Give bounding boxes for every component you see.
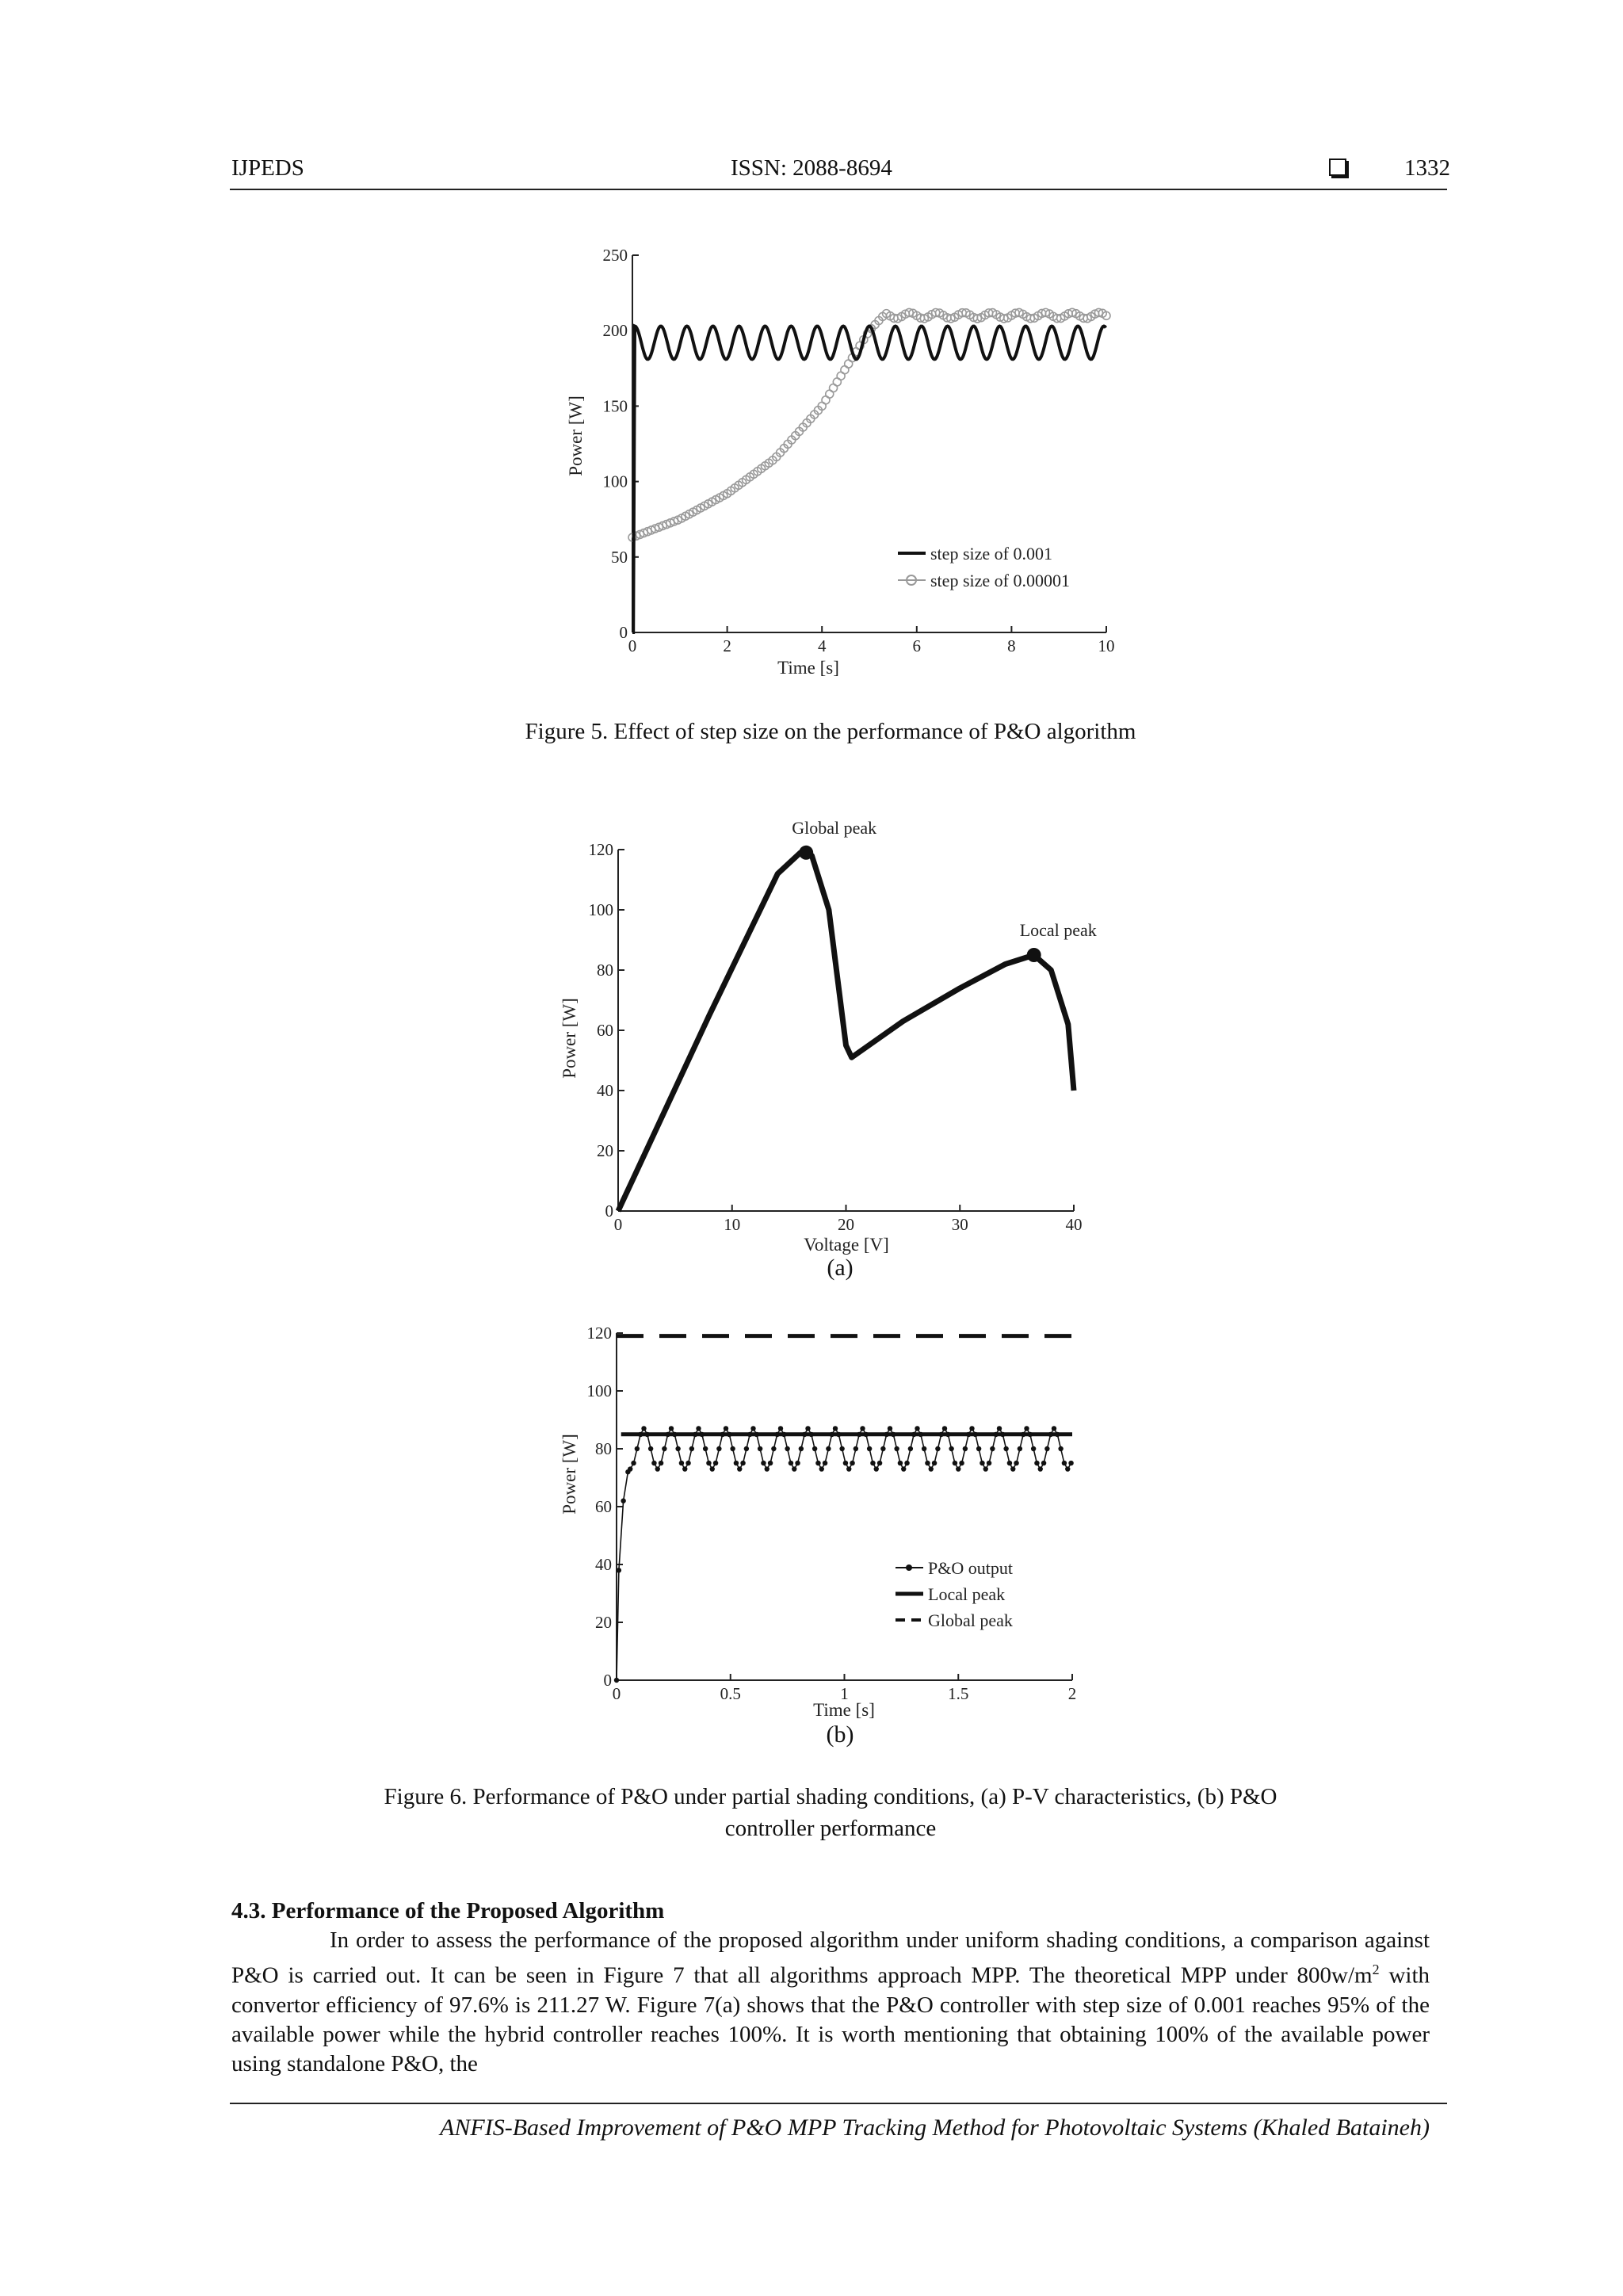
fig6b-po-dot <box>799 1446 804 1451</box>
fig6b-po-dot <box>700 1432 705 1437</box>
fig6b-xlabel: Time [s] <box>813 1700 875 1720</box>
fig6b-po-dot <box>983 1466 988 1471</box>
fig6b-po-dot <box>1068 1461 1073 1465</box>
fig5-axes <box>603 246 1115 655</box>
fig6b-po-dot <box>850 1461 854 1465</box>
fig6b-po-dot <box>870 1461 875 1465</box>
fig6b-po-dot <box>1052 1426 1056 1431</box>
fig5-ylabel: Power [W] <box>566 395 586 476</box>
fig6b-po-dot <box>631 1461 636 1465</box>
fig6b-po-dot <box>628 1466 632 1471</box>
fig6b-po-dot <box>1021 1432 1025 1437</box>
fig6b-po-dot <box>891 1432 896 1437</box>
fig6b-po-dot <box>942 1426 947 1431</box>
fig6b-po-dot <box>819 1466 824 1471</box>
fig6b-po-dot <box>833 1426 838 1431</box>
fig6b-po-dot <box>734 1461 739 1465</box>
fig5-xtick-label: 2 <box>723 636 731 655</box>
fig6b-po-dot <box>894 1446 899 1451</box>
fig6b-po-dot <box>737 1466 742 1471</box>
figure-6b-label: (b) <box>826 1721 854 1748</box>
fig6b-po-dot <box>693 1432 697 1437</box>
fig6b-ylabel: Power [W] <box>559 1434 579 1515</box>
fig6b-po-dot <box>836 1432 841 1437</box>
fig6b-po-dot <box>638 1432 643 1437</box>
fig6b-po-dot <box>925 1461 930 1465</box>
figure-6a-label: (a) <box>827 1255 854 1281</box>
fig6b-po-dot <box>672 1432 677 1437</box>
fig6b-po-dot <box>1062 1461 1067 1465</box>
fig6b-legend-po: P&O output <box>928 1558 1013 1578</box>
footer-running-title: ANFIS-Based Improvement of P&O MPP Tracking Method for Photovoltaic Systems (Khaled Bataineh) <box>440 2115 1430 2141</box>
fig6b-po-dot <box>706 1461 711 1465</box>
fig6b-po-dot <box>754 1432 759 1437</box>
fig6b-po-dot <box>1018 1446 1022 1451</box>
fig6b-po-dot <box>689 1446 694 1451</box>
fig6b-po-dot <box>812 1446 817 1451</box>
fig6b-po-line <box>617 1428 1071 1680</box>
fig6b-ytick-label: 0 <box>603 1671 612 1690</box>
fig6b-po-dot <box>908 1446 913 1451</box>
fig6b-po-dot <box>880 1446 885 1451</box>
fig6b-po-dot <box>665 1432 670 1437</box>
fig6b-po-dot <box>854 1446 858 1451</box>
fig6b-po-dot <box>1000 1432 1005 1437</box>
fig6b-po-dot <box>901 1466 906 1471</box>
fig6b-po-dot <box>809 1432 814 1437</box>
fig6b-po-dot <box>932 1461 937 1465</box>
fig6b-po-dot <box>993 1432 998 1437</box>
fig5-series-step-00001 <box>628 308 1110 541</box>
fig6b-po-dot <box>959 1461 964 1465</box>
fig6b-po-dot <box>703 1446 708 1451</box>
fig6b-po-dot <box>1010 1466 1015 1471</box>
local-peak-label: Local peak <box>1019 920 1097 940</box>
fig6b-xtick-label: 0 <box>612 1684 621 1703</box>
fig6b-po-dot <box>898 1461 903 1465</box>
fig6b-legend <box>896 1558 1013 1630</box>
fig6b-po-dot <box>922 1446 926 1451</box>
fig6b-po-dot <box>727 1432 731 1437</box>
fig6b-po-dot <box>710 1466 715 1471</box>
fig5-ytick-label: 200 <box>602 321 628 341</box>
fig6a-ytick-label: 80 <box>597 961 613 980</box>
fig6b-po-dot <box>966 1432 971 1437</box>
fig6b-po-dot <box>843 1461 848 1465</box>
section-heading: 4.3. Performance of the Proposed Algorithm <box>231 1898 665 1924</box>
fig5-ytick-label: 150 <box>602 396 628 416</box>
fig6a-xtick-label: 40 <box>1065 1215 1083 1234</box>
issn: ISSN: 2088-8694 <box>731 155 892 181</box>
fig6b-xtick-label: 0.5 <box>720 1684 741 1703</box>
fig6b-po-dot <box>758 1446 762 1451</box>
fig6a-xtick-label: 0 <box>613 1215 623 1234</box>
fig6b-po-dot <box>864 1432 869 1437</box>
fig6b-po-dot <box>675 1446 680 1451</box>
fig6b-ytick-label: 120 <box>586 1324 612 1343</box>
fig6b-po-dot <box>768 1461 773 1465</box>
fig6b-po-dot <box>911 1432 916 1437</box>
fig6a-xtick-label: 30 <box>951 1215 968 1234</box>
fig6b-ytick-label: 20 <box>595 1613 612 1632</box>
fig6b-po-dot <box>938 1432 943 1437</box>
fig6b-po-dot <box>823 1461 827 1465</box>
fig6b-po-dot <box>720 1432 724 1437</box>
fig6b-po-dot <box>724 1426 728 1431</box>
fig6a-xtick-label: 20 <box>838 1215 854 1234</box>
fig6b-po-dot <box>1041 1461 1046 1465</box>
fig6b-po-dot <box>713 1461 718 1465</box>
figure-6-caption-line-2: controller performance <box>724 1816 937 1841</box>
fig6a-ytick-label: 120 <box>588 840 613 859</box>
fig6b-po-dot <box>884 1432 888 1437</box>
fig6b-po-dot <box>635 1446 640 1451</box>
fig6b-po-dot <box>976 1446 981 1451</box>
fig6b-po-dot <box>997 1426 1002 1431</box>
fig6b-po-dot <box>805 1426 810 1431</box>
fig6b-po-dot <box>1055 1432 1060 1437</box>
fig6b-xtick-label: 1.5 <box>948 1684 969 1703</box>
fig6a-ylabel: Power [W] <box>559 998 579 1079</box>
fig6b-po-dot <box>956 1466 960 1471</box>
fig6b-po-dot <box>904 1461 909 1465</box>
checkbox-icon <box>1329 159 1346 176</box>
fig6b-po-output <box>614 1426 1074 1683</box>
fig6b-po-dot <box>659 1461 663 1465</box>
fig5-xtick-label: 8 <box>1007 636 1016 655</box>
fig5-legend <box>898 544 1070 590</box>
fig6b-po-dot <box>662 1446 666 1451</box>
fig6b-po-dot <box>792 1466 796 1471</box>
fig6b-po-dot <box>1034 1461 1039 1465</box>
fig6b-legend-local: Local peak <box>928 1584 1006 1604</box>
page-number: 1332 <box>1404 155 1450 181</box>
paragraph-part-a: In order to assess the performance of the proposed algorithm under uniform shading conditions, a comparison against P&O is carried out. It can be seen in Figure 7 that all algorithms approach MPP. The theoretical MPP under 800w/m <box>231 1927 1430 1988</box>
fig5-legend-0001: step size of 0.001 <box>930 544 1052 563</box>
fig6b-po-dot <box>621 1499 625 1503</box>
fig6b-ytick-label: 40 <box>595 1555 612 1574</box>
fig6b-po-dot <box>826 1446 831 1451</box>
fig6b-po-dot <box>651 1461 656 1465</box>
fig6b-po-dot <box>874 1466 879 1471</box>
figure-5-caption: Figure 5. Effect of step size on the performance of P&O algorithm <box>525 719 1136 744</box>
fig6b-po-dot <box>829 1432 834 1437</box>
fig6b-ytick-label: 60 <box>595 1497 612 1516</box>
fig6b-po-dot <box>839 1446 844 1451</box>
fig6b-xtick-label: 2 <box>1067 1684 1077 1703</box>
fig6b-po-dot <box>1028 1432 1033 1437</box>
fig6b-po-dot <box>765 1466 769 1471</box>
figure-6a-chart <box>547 817 1133 1255</box>
fig6b-po-dot <box>648 1446 653 1451</box>
fig6b-po-dot <box>761 1461 766 1465</box>
fig6b-po-dot <box>935 1446 940 1451</box>
fig5-ytick-label: 0 <box>619 623 628 642</box>
fig6b-po-dot <box>1024 1426 1029 1431</box>
fig6b-po-dot <box>953 1461 957 1465</box>
fig6a-peak-marker <box>1027 948 1041 962</box>
fig6b-po-dot <box>740 1461 745 1465</box>
fig6b-po-dot <box>1058 1446 1063 1451</box>
fig6b-po-dot <box>867 1446 872 1451</box>
fig6b-legend-global: Global peak <box>928 1610 1013 1630</box>
fig6b-po-dot <box>973 1432 978 1437</box>
fig6b-po-dot <box>747 1432 752 1437</box>
header-rule <box>230 189 1447 190</box>
fig6b-po-dot <box>802 1432 807 1437</box>
fig5-legend-00001: step size of 0.00001 <box>930 571 1070 590</box>
fig6a-ytick-label: 0 <box>605 1201 613 1221</box>
fig6b-po-dot <box>750 1426 755 1431</box>
fig6b-po-dot <box>774 1432 779 1437</box>
fig5-ytick-label: 100 <box>602 472 628 491</box>
fig6b-po-dot <box>815 1461 820 1465</box>
fig6b-po-dot <box>679 1461 684 1465</box>
fig6b-po-dot <box>716 1446 721 1451</box>
fig6b-po-dot <box>655 1466 660 1471</box>
fig6b-po-dot <box>963 1446 968 1451</box>
fig6a-xlabel: Voltage [V] <box>804 1235 889 1255</box>
fig6b-ytick-label: 100 <box>586 1381 612 1400</box>
fig6b-po-dot <box>781 1432 786 1437</box>
fig5-ytick-label: 50 <box>611 547 628 567</box>
fig6b-ytick-label: 80 <box>595 1439 612 1458</box>
fig6a-pv-curve <box>618 846 1074 1211</box>
fig6b-po-dot <box>990 1446 995 1451</box>
fig6a-peak-marker <box>799 846 813 860</box>
fig6b-po-dot <box>877 1461 882 1465</box>
fig6b-po-dot <box>980 1461 984 1465</box>
fig6a-pv-line <box>618 853 1074 1211</box>
superscript-2: 2 <box>1372 1962 1380 1977</box>
fig6b-po-dot <box>915 1426 919 1431</box>
section-paragraph <box>231 1926 1430 2079</box>
fig6b-po-dot <box>846 1466 851 1471</box>
fig6b-po-dot <box>949 1446 953 1451</box>
figure-5-chart <box>547 238 1133 690</box>
fig5-xtick-label: 0 <box>628 636 637 655</box>
fig5-ytick-label: 250 <box>602 246 628 265</box>
fig6b-po-dot <box>789 1461 793 1465</box>
journal-name: IJPEDS <box>231 155 304 181</box>
fig6b-po-dot <box>1044 1446 1049 1451</box>
fig6b-po-dot <box>785 1446 789 1451</box>
fig6a-xtick-label: 10 <box>724 1215 741 1234</box>
fig6b-po-dot <box>929 1466 934 1471</box>
fig6b-axes <box>587 1324 1077 1703</box>
fig6b-po-dot <box>918 1432 923 1437</box>
fig6b-po-dot <box>1065 1466 1070 1471</box>
fig6b-po-dot <box>696 1426 701 1431</box>
fig6b-po-dot <box>685 1461 690 1465</box>
footer-rule <box>230 2103 1447 2104</box>
fig6b-po-dot <box>945 1432 950 1437</box>
fig6b-po-dot <box>614 1678 619 1683</box>
fig5-xlabel: Time [s] <box>777 658 839 678</box>
fig6b-po-dot <box>771 1446 776 1451</box>
figure-6-caption-line-1: Figure 6. Performance of P&O under partial shading conditions, (a) P-V characteristics, (b) P&O <box>384 1784 1277 1809</box>
fig5-xtick-label: 4 <box>817 636 827 655</box>
fig6b-po-dot <box>730 1446 735 1451</box>
fig6b-po-dot <box>969 1426 974 1431</box>
fig6b-po-dot <box>1014 1461 1018 1465</box>
global-peak-label: Global peak <box>792 817 877 838</box>
figure-6b-chart <box>547 1308 1133 1720</box>
fig6b-po-dot <box>1031 1446 1036 1451</box>
fig6a-ytick-label: 60 <box>597 1021 613 1040</box>
fig6b-po-dot <box>888 1426 892 1431</box>
fig5-xtick-label: 10 <box>1098 636 1115 655</box>
fig6b-po-dot <box>795 1461 800 1465</box>
fig6b-po-dot <box>1038 1466 1043 1471</box>
fig6b-po-dot <box>744 1446 749 1451</box>
fig6a-ytick-label: 20 <box>597 1141 613 1160</box>
fig6b-po-dot <box>987 1461 991 1465</box>
fig6b-po-dot <box>778 1426 783 1431</box>
fig6b-po-dot <box>1048 1432 1052 1437</box>
fig6a-ytick-label: 40 <box>597 1081 613 1100</box>
fig6a-axes <box>589 840 1083 1234</box>
fig6b-xtick-label: 1 <box>840 1684 849 1703</box>
fig6b-po-dot <box>669 1426 674 1431</box>
fig6b-po-dot <box>645 1432 650 1437</box>
fig6b-po-dot <box>1003 1446 1008 1451</box>
fig6a-ytick-label: 100 <box>588 900 613 919</box>
fig6b-po-dot <box>1007 1461 1012 1465</box>
fig6b-po-dot <box>641 1426 646 1431</box>
fig6b-po-dot <box>860 1426 865 1431</box>
fig5-xtick-label: 6 <box>912 636 922 655</box>
paragraph-part-b: with convertor efficiency of 97.6% is 211.27 W. Figure 7(a) shows that the P&O controller with step size of 0.001 reaches 95% of the available power while the hybrid controller reaches 100%. It is worth mentioning that obtaining 100% of the available power using standalone P&O, the <box>231 1962 1430 2076</box>
fig6b-po-dot <box>857 1432 861 1437</box>
fig6b-po-dot <box>682 1466 687 1471</box>
fig6b-po-dot <box>617 1568 621 1572</box>
